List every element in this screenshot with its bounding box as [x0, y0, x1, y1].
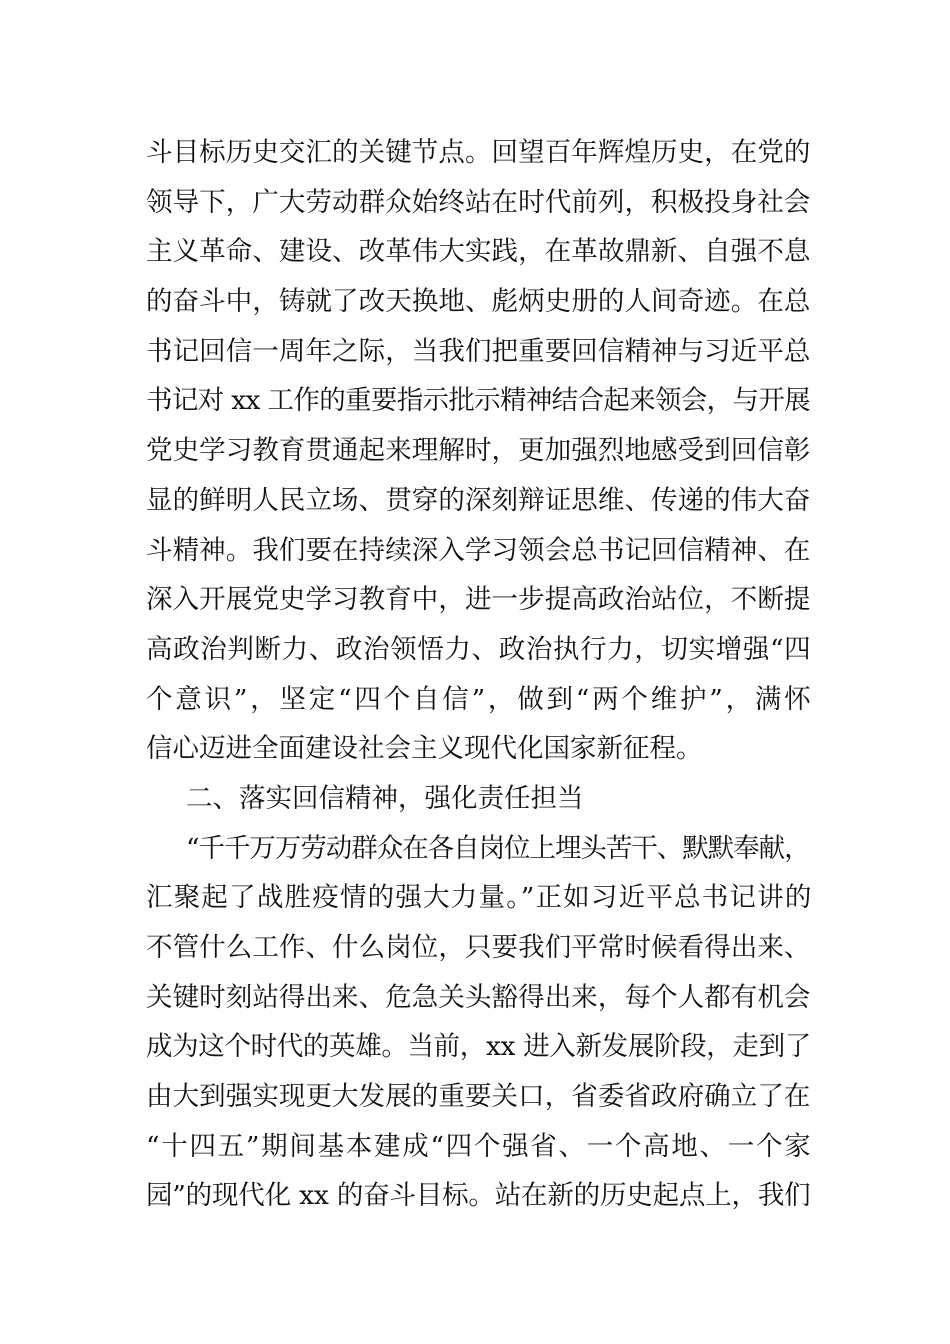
text-line — [146, 128, 811, 178]
text-line — [146, 476, 811, 526]
text-line — [146, 1072, 811, 1122]
text-line — [146, 1171, 811, 1221]
line-text: “十四五”期间基本建成“四个强省、一个高地、一个家 — [146, 1130, 813, 1162]
line-text: 书记对 xx 工作的重要指示批示精神结合起来领会，与开展 — [146, 385, 810, 417]
line-text: 的奋斗中，铸就了改天换地、彪炳史册的人间奇迹。在总 — [146, 286, 811, 318]
line-text: “千千万万劳动群众在各自岗位上埋头苦干、默默奉献， — [186, 832, 810, 864]
line-text: 成为这个时代的英雄。当前，xx 进入新发展阶段，走到了 — [146, 1031, 811, 1063]
line-text: 园”的现代化 xx 的奋斗目标。站在新的历史起点上，我们 — [146, 1180, 811, 1212]
text-line — [146, 178, 811, 228]
text-line — [146, 1122, 811, 1172]
line-text: 显的鲜明人民立场、贯穿的深刻辩证思维、传递的伟大奋 — [146, 484, 811, 516]
line-text: 高政治判断力、政治领悟力、政治执行力，切实增强“四 — [146, 633, 812, 665]
line-text: 个意识”，坚定“四个自信”，做到“两个维护”，满怀 — [146, 683, 814, 715]
section-heading-text: 二、落实回信精神，强化责任担当 — [186, 782, 584, 814]
text-line — [146, 575, 811, 625]
text-line — [146, 923, 811, 973]
line-text: 书记回信一周年之际，当我们把重要回信精神与习近平总 — [146, 335, 811, 367]
text-line — [146, 824, 811, 874]
text-line — [146, 277, 811, 327]
line-text: 党史学习教育贯通起来理解时，更加强烈地感受到回信彰 — [146, 435, 811, 467]
text-line — [146, 327, 811, 377]
text-line — [146, 873, 811, 923]
line-text: 关键时刻站得出来、危急关头豁得出来，每个人都有机会 — [146, 981, 811, 1013]
section-heading — [146, 774, 811, 824]
document-body — [146, 128, 814, 1221]
line-text: 信心迈进全面建设社会主义现代化国家新征程。 — [146, 733, 703, 765]
line-text: 深入开展党史学习教育中，进一步提高政治站位，不断提 — [146, 584, 811, 616]
text-line — [146, 675, 814, 725]
text-line — [146, 973, 811, 1023]
text-line — [146, 426, 811, 476]
line-text: 斗精神。我们要在持续深入学习领会总书记回信精神、在 — [146, 534, 811, 566]
text-line — [146, 1022, 811, 1072]
line-text: 不管什么工作、什么岗位，只要我们平常时候看得出来、 — [146, 932, 811, 963]
text-line — [146, 227, 811, 277]
text-line — [146, 724, 811, 774]
line-text: 斗目标历史交汇的关键节点。回望百年辉煌历史，在党的 — [146, 137, 811, 168]
line-text: 汇聚起了战胜疫情的强大力量。”正如习近平总书记讲的 — [146, 882, 813, 914]
text-line — [146, 526, 811, 576]
text-line — [146, 625, 811, 675]
line-text: 领导下，广大劳动群众始终站在时代前列，积极投身社会 — [146, 186, 811, 218]
text-line — [146, 376, 811, 426]
line-text: 由大到强实现更大发展的重要关口，省委省政府确立了在 — [146, 1081, 811, 1113]
line-text: 主义革命、建设、改革伟大实践，在革故鼎新、自强不息 — [146, 236, 811, 268]
